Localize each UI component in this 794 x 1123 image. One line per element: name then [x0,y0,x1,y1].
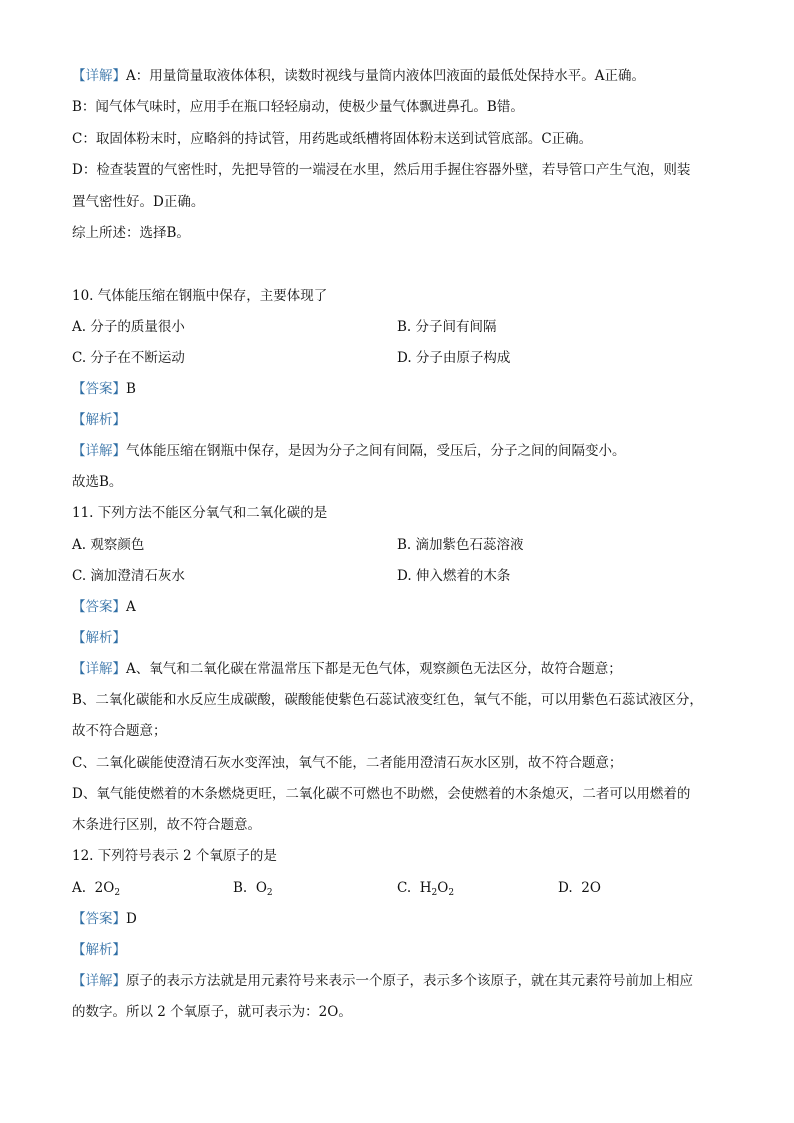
q9-explain-d2: 置气密性好。D正确。 [72,194,205,210]
q10-conclusion: 故选B。 [72,474,123,490]
q12-option-a: A. $2O_2$ [72,880,121,898]
q9-explain-a: 【详解】A：用量筒量取液体体积，读数时视线与量筒内液体凹液面的最低处保持水平。A正确。 [72,68,645,84]
q9-explain-b: B：闻气体气味时，应用手在瓶口轻轻扇动，使极少量气体飘进鼻孔。B错。 [72,99,524,115]
q11-analysis-tag: 【解析】 [72,630,126,646]
q10-option-a: A. 分子的质量很小 [72,319,185,335]
q11-detail-b1: B、二氧化碳能和水反应生成碳酸，碳酸能使紫色石蕊试液变红色，氧气不能，可以用紫色石蕊试液区分， [72,692,703,708]
q11-option-c: C. 滴加澄清石灰水 [72,568,185,584]
q11-option-b: B. 滴加紫色石蕊溶液 [397,537,524,553]
q11-answer: 【答案】A [72,599,136,615]
q12-detail-2: 的数字。所以 2 个氧原子，就可表示为：2O。 [72,1004,352,1020]
q11-detail-c: C、二氧化碳能使澄清石灰水变浑浊，氧气不能，二者能用澄清石灰水区别，故不符合题意； [72,755,623,771]
q10-option-d: D. 分子由原子构成 [397,350,511,366]
q12-detail-1: 【详解】原子的表示方法就是用元素符号来表示一个原子，表示多个该原子，就在其元素符号前加上相应 [72,973,693,989]
q11-detail-a: 【详解】A、氧气和二氧化碳在常温常压下都是无色气体，观察颜色无法区分，故符合题意； [72,661,622,677]
q11-options-row-2 [72,566,722,586]
q11-detail-b2: 故不符合题意； [72,723,167,739]
q9-explain-c: C：取固体粉末时，应略斜的持试管，用药匙或纸槽将固体粉末送到试管底部。C正确。 [72,131,593,147]
q10-answer: 【答案】B [72,381,136,397]
q11-detail-d2: 木条进行区别，故不符合题意。 [72,817,261,833]
q10-detail: 【详解】气体能压缩在钢瓶中保存，是因为分子之间有间隔，受压后，分子之间的间隔变小。 [72,443,626,459]
q11-option-a: A. 观察颜色 [72,537,145,553]
q12-option-c: C. $H_2O_2$ [397,880,455,898]
q12-answer: 【答案】D [72,911,137,927]
q12-analysis-tag: 【解析】 [72,942,126,958]
q10-options-row-1 [72,317,722,337]
q11-detail-d1: D、氧气能使燃着的木条燃烧更旺，二氧化碳不可燃也不助燃，会使燃着的木条熄灭，二者可以用燃着的 [72,786,691,802]
q9-explain-d1: D：检查装置的气密性时，先把导管的一端浸在水里，然后用手握住容器外壁，若导管口产生气泡，则装 [72,162,691,178]
q10-options-row-2 [72,348,722,368]
q10-option-b: B. 分子间有间隔 [397,319,497,335]
detail-tag: 【详解】 [72,68,126,84]
q11-options-row-1 [72,535,722,555]
q10-stem: 10. 气体能压缩在钢瓶中保存，主要体现了 [72,288,328,304]
q11-option-d: D. 伸入燃着的木条 [397,568,511,584]
q10-analysis-tag: 【解析】 [72,412,126,428]
q12-option-d: D. 2O [558,880,601,896]
q12-option-b: B. $O_2$ [233,880,273,898]
q12-options-row [72,878,722,898]
q9-summary: 综上所述：选择B。 [72,225,190,241]
q12-stem: 12. 下列符号表示 2 个氧原子的是 [72,848,277,864]
q10-option-c: C. 分子在不断运动 [72,350,185,366]
q11-stem: 11. 下列方法不能区分氧气和二氧化碳的是 [72,505,328,521]
